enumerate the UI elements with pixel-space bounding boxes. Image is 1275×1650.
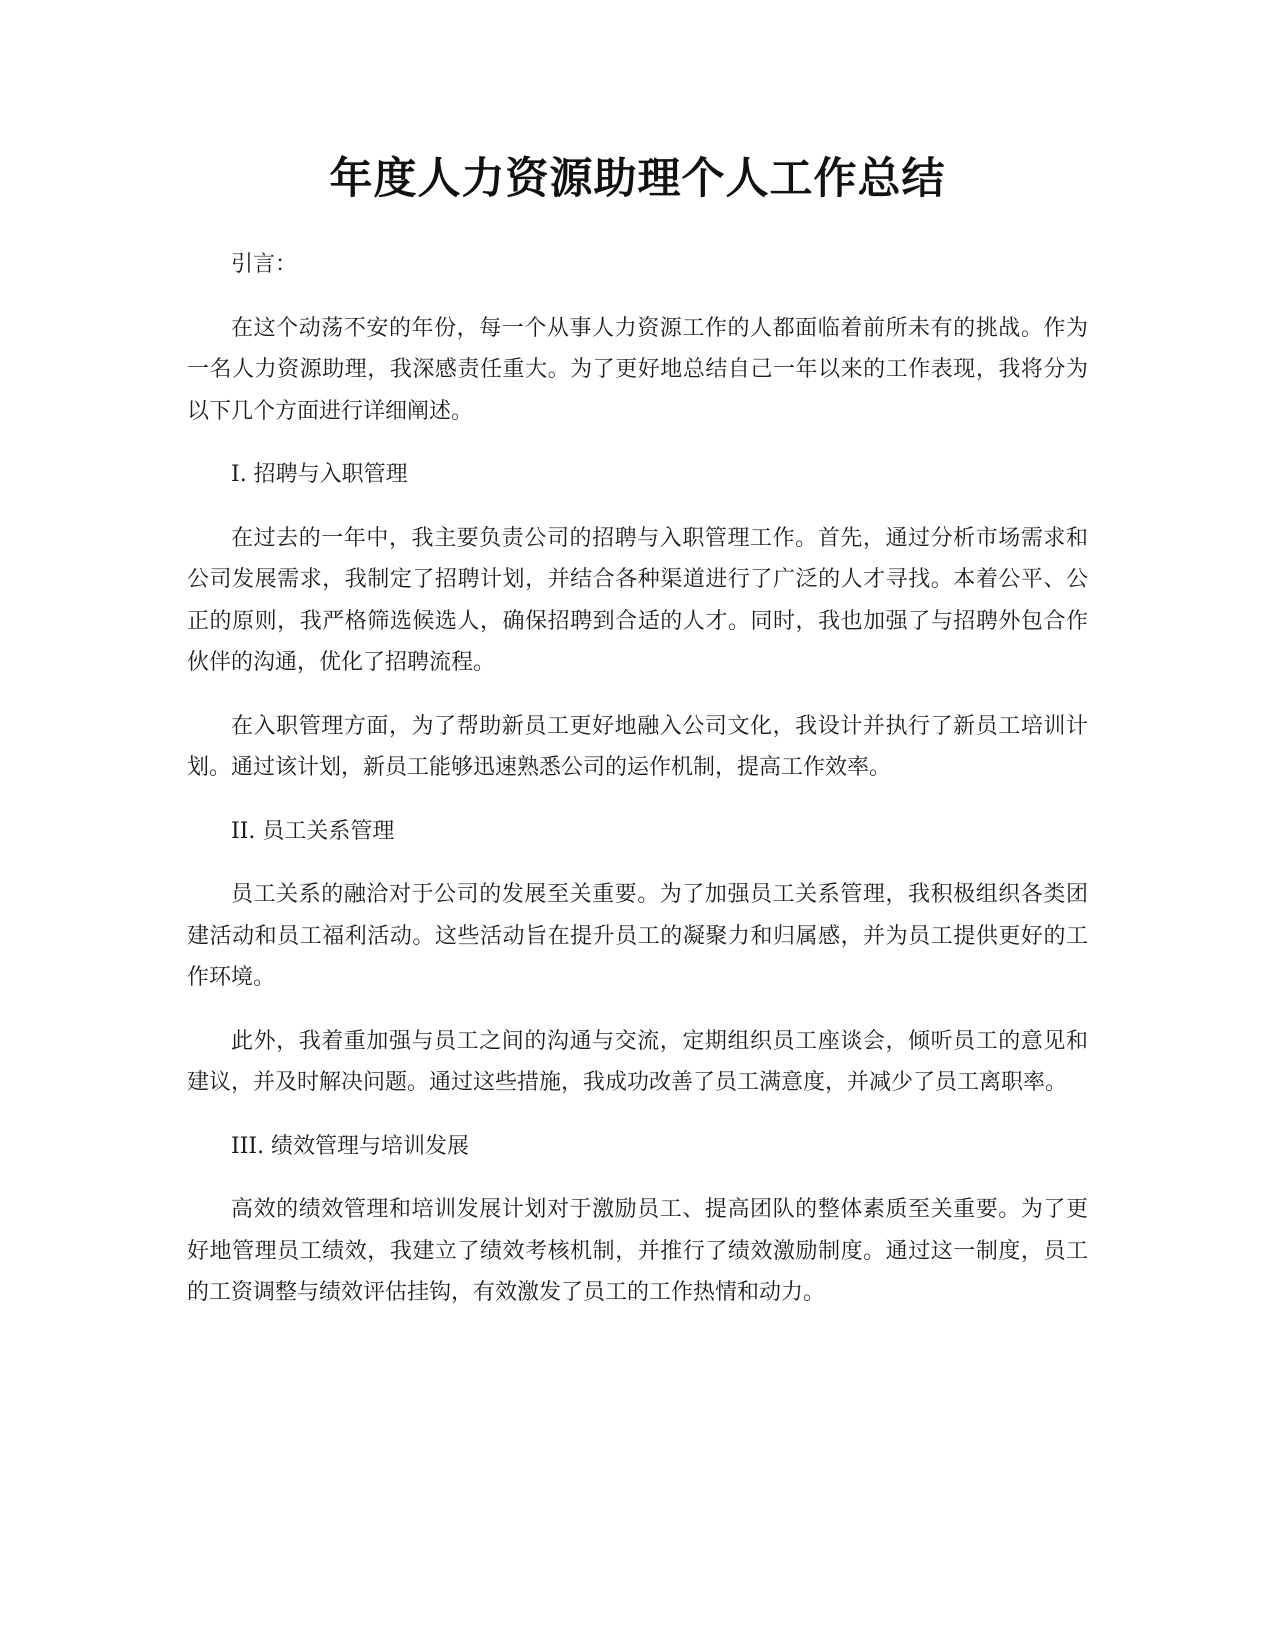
section-heading-employee-relations: II. 员工关系管理 (231, 818, 395, 844)
paragraph: 高效的绩效管理和培训发展计划对于激励员工、提高团队的整体素质至关重要。为了更好地管理员工绩效，我建立了绩效考核机制，并推行了绩效激励制度。通过这一制度，员工的工资调整与绩效评估挂钩，有效激发了员工的工作热情和动力。 (187, 1197, 1088, 1305)
paragraph: 在过去的一年中，我主要负责公司的招聘与入职管理工作。首先，通过分析市场需求和公司发展需求，我制定了招聘计划，并结合各种渠道进行了广泛的人才寻找。本着公平、公正的原则，我严格筛选候选人，确保招聘到合适的人才。同时，我也加强了与招聘外包合作伙伴的沟通，优化了招聘流程。 (187, 525, 1088, 675)
paragraph: 在入职管理方面，为了帮助新员工更好地融入公司文化，我设计并执行了新员工培训计划。通过该计划，新员工能够迅速熟悉公司的运作机制，提高工作效率。 (187, 713, 1088, 780)
paragraph: 员工关系的融洽对于公司的发展至关重要。为了加强员工关系管理，我积极组织各类团建活动和员工福利活动。这些活动旨在提升员工的凝聚力和归属感，并为员工提供更好的工作环境。 (187, 882, 1088, 990)
document-body (187, 244, 1088, 1336)
document-title: 年度人力资源助理个人工作总结 (329, 154, 946, 204)
section-heading-recruitment: I. 招聘与入职管理 (231, 462, 408, 487)
intro-paragraph: 在这个动荡不安的年份，每一个从事人力资源工作的人都面临着前所未有的挑战。作为一名人力资源助理，我深感责任重大。为了更好地总结自己一年以来的工作表现，我将分为以下几个方面进行详细阐述。 (187, 315, 1088, 424)
intro-label: 引言： (231, 252, 298, 277)
paragraph: 此外，我着重加强与员工之间的沟通与交流，定期组织员工座谈会，倾听员工的意见和建议，并及时解决问题。通过这些措施，我成功改善了员工满意度，并减少了员工离职率。 (187, 1028, 1088, 1095)
section-heading-performance-training: III. 绩效管理与培训发展 (231, 1133, 470, 1159)
